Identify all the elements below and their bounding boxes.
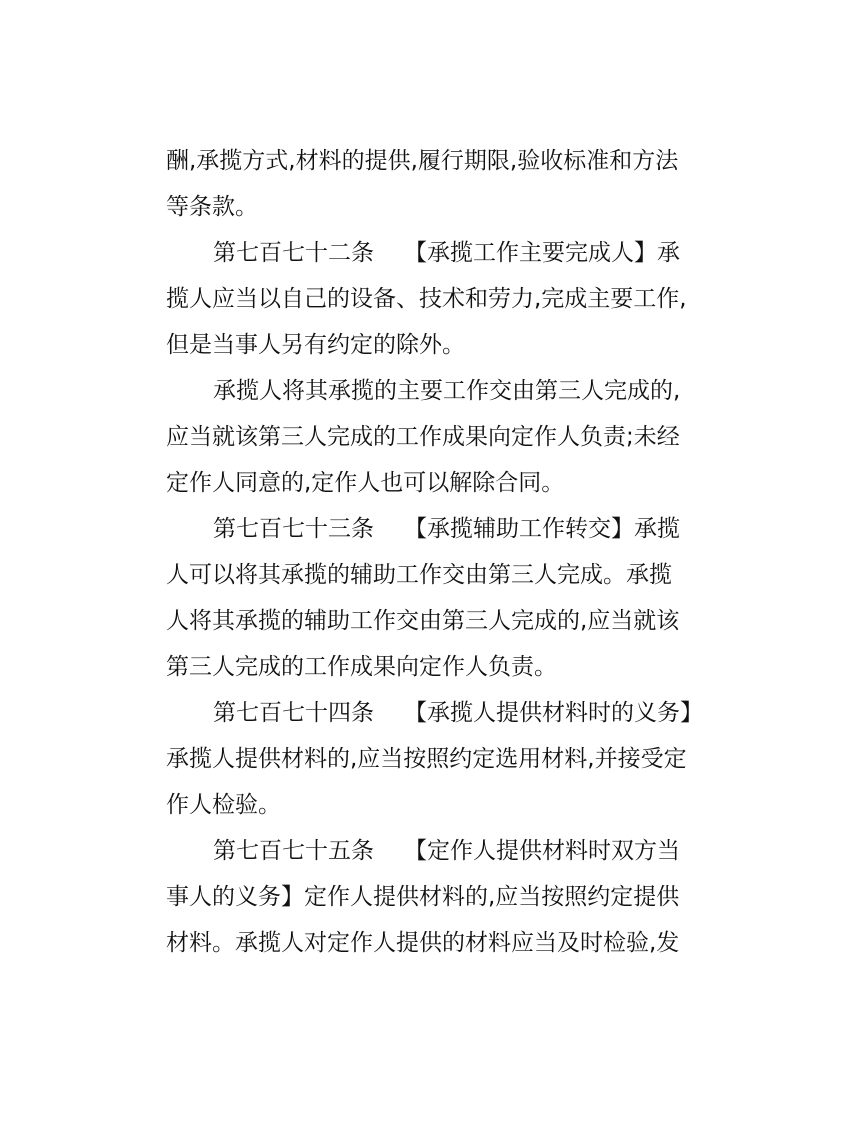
paragraph-line: 揽人应当以自己的设备、技术和劳力,完成主要工作, (166, 286, 687, 312)
paragraph-line: 人可以将其承揽的辅助工作交由第三人完成。承揽 (166, 562, 672, 588)
article-title: 【承揽工作主要完成人】承 (404, 240, 680, 266)
paragraph-line: 第三人完成的工作成果向定作人负责。 (166, 654, 557, 680)
paragraph-line: 等条款。 (166, 194, 258, 220)
article-775-heading (213, 828, 753, 874)
paragraph-line: 但是当事人另有约定的除外。 (166, 332, 465, 358)
article-774-heading (213, 690, 753, 736)
article-number: 第七百七十四条 (213, 700, 374, 726)
paragraph-line: 事人的义务】定作人提供材料的,应当按照约定提供 (166, 884, 680, 910)
paragraph-line: 承揽人提供材料的,应当按照约定选用材料,并接受定 (166, 746, 687, 772)
article-number: 第七百七十五条 (213, 838, 374, 864)
paragraph-line: 酬,承揽方式,材料的提供,履行期限,验收标准和方法 (166, 148, 679, 174)
article-title: 【承揽辅助工作转交】承揽 (404, 516, 680, 542)
paragraph-line: 人将其承揽的辅助工作交由第三人完成的,应当就该 (166, 608, 680, 634)
paragraph-line: 承揽人将其承揽的主要工作交由第三人完成的, (213, 378, 681, 404)
article-title: 【承揽人提供材料时的义务】 (404, 700, 703, 726)
paragraph-line: 定作人同意的,定作人也可以解除合同。 (166, 470, 565, 496)
article-773-heading (213, 506, 753, 552)
paragraph-line: 材料。承揽人对定作人提供的材料应当及时检验,发 (166, 930, 680, 956)
paragraph-line: 应当就该第三人完成的工作成果向定作人负责;未经 (166, 424, 680, 450)
paragraph-line: 作人检验。 (166, 792, 281, 818)
article-number: 第七百七十三条 (213, 516, 374, 542)
article-title: 【定作人提供材料时双方当 (404, 838, 680, 864)
article-number: 第七百七十二条 (213, 240, 374, 266)
article-772-heading (213, 230, 753, 276)
